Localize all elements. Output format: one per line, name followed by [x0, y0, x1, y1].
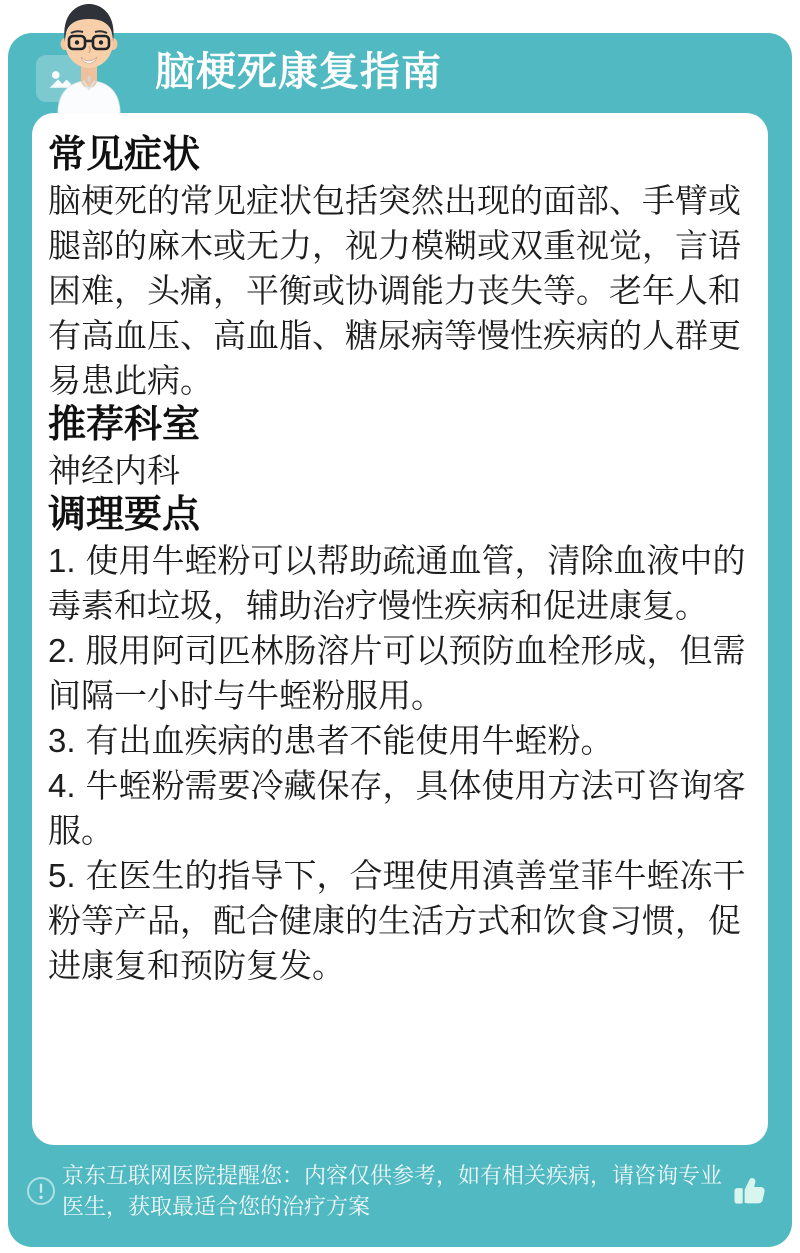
guideline-item-text: 使用牛蛭粉可以帮助疏通血管，清除血液中的毒素和垃圾，辅助治疗慢性疾病和促进康复。 [48, 542, 746, 624]
thumbs-up-icon[interactable] [731, 1172, 769, 1210]
guideline-item-text: 服用阿司匹林肠溶片可以预防血栓形成，但需间隔一小时与牛蛭粉服用。 [48, 632, 746, 714]
disclaimer-text: 京东互联网医院提醒您：内容仅供参考，如有相关疾病，请咨询专业医生，获取最适合您的治疗方案 [62, 1163, 723, 1219]
content-card [32, 113, 768, 1145]
section-heading-symptoms: 常见症状 [48, 134, 201, 176]
guideline-item-number: 2. [48, 632, 76, 669]
symptoms-paragraph: 脑梗死的常见症状包括突然出现的面部、手臂或腿部的麻木或无力，视力模糊或双重视觉，言语困难，头痛，平衡或协调能力丧失等。老年人和有高血压、高血脂、糖尿病等慢性疾病的人群更易患此病。 [48, 182, 741, 399]
guideline-item [48, 853, 758, 988]
page-title: 脑梗死康复指南 [155, 50, 442, 94]
info-circle-icon [26, 1176, 56, 1206]
doctor-avatar [46, 2, 132, 114]
guideline-item-text: 在医生的指导下，合理使用滇善堂菲牛蛭冻干粉等产品，配合健康的生活方式和饮食习惯，促进康复和预防复发。 [48, 857, 746, 984]
guideline-item [48, 718, 758, 763]
section-heading-guidelines: 调理要点 [48, 494, 201, 536]
guideline-item-number: 3. [48, 722, 76, 759]
guideline-item [48, 538, 758, 628]
guideline-item-text: 牛蛭粉需要冷藏保存，具体使用方法可咨询客服。 [48, 767, 746, 849]
section-heading-department: 推荐科室 [48, 404, 201, 446]
guideline-item-number: 4. [48, 767, 76, 804]
guideline-item-text: 有出血疾病的患者不能使用牛蛭粉。 [85, 722, 614, 759]
guideline-item [48, 763, 758, 853]
guideline-item [48, 628, 758, 718]
guideline-item-number: 5. [48, 857, 76, 894]
department-value: 神经内科 [48, 452, 180, 489]
guideline-item-number: 1. [48, 542, 76, 579]
footer-disclaimer-bar [26, 1160, 782, 1222]
